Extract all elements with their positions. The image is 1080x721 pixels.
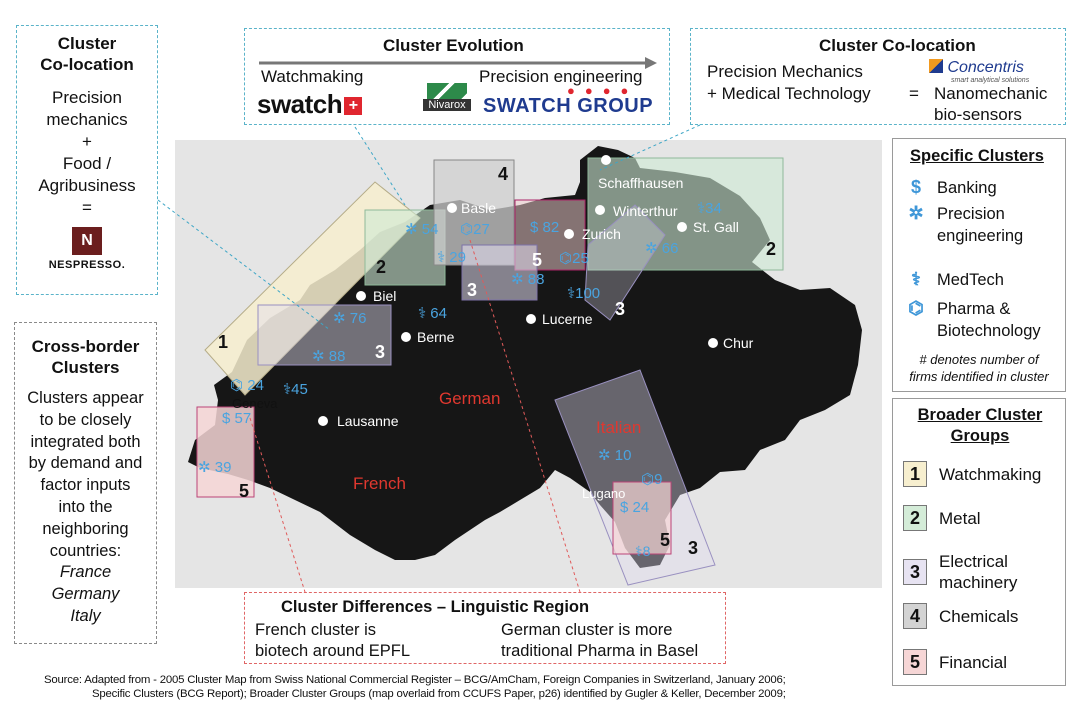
gear-icon: ✲	[908, 203, 924, 223]
colocation-right-line1: Precision Mechanics	[707, 62, 863, 81]
concentris-logo: Concentris smart analytical solutions	[929, 59, 1029, 84]
medtech-icon: ⚕	[911, 269, 921, 289]
colocation-right-result2: bio-sensors	[934, 105, 1022, 124]
map-cluster-number: 5	[660, 530, 671, 550]
map-count-precision: ✲ 66	[645, 240, 679, 257]
legend-swatch: 3	[903, 559, 927, 585]
colocation-right-title: Cluster Co-location	[819, 36, 976, 55]
city-label-stgall: St. Gall	[693, 219, 739, 235]
map-count-banking: $ 82	[530, 219, 560, 236]
city-dot-biel	[356, 291, 366, 301]
differences-title: Cluster Differences – Linguistic Region	[281, 598, 590, 616]
legend-item-financial: 5 Financial	[903, 649, 1007, 675]
pharma-icon: ⌬	[908, 298, 924, 318]
city-dot-lausanne	[318, 416, 328, 426]
colocation-left-panel	[16, 25, 158, 295]
city-dot-chur	[708, 338, 718, 348]
map-cluster-number: 3	[467, 280, 478, 300]
differences-right-1: German cluster is more	[501, 621, 673, 639]
map-count-medtech: ⚕45	[283, 381, 308, 398]
specific-item-banking: $ Banking	[903, 177, 997, 199]
nivarox-mark-icon	[427, 83, 467, 99]
map-cluster-number: 2	[376, 257, 387, 277]
evolution-left-label: Watchmaking	[261, 67, 364, 86]
crossborder-countries: France Germany Italy	[51, 563, 120, 625]
differences-left-2: biotech around EPFL	[255, 642, 411, 660]
colocation-right-result1: Nanomechanic	[934, 84, 1048, 103]
city-label-lucerne: Lucerne	[542, 311, 593, 327]
swatch-group-logo: SWATCH GROUP	[483, 95, 654, 117]
legend-item-chemicals: 4 Chemicals	[903, 603, 1018, 629]
map-cluster-number: 3	[615, 299, 626, 319]
broader-groups-title: Broader Cluster Groups	[917, 406, 1043, 445]
map-cluster-number: 4	[498, 164, 509, 184]
map-count-medtech: ⚕100	[567, 285, 601, 302]
map-count-medtech: ⚕ 29	[437, 249, 466, 266]
city-label-berne: Berne	[417, 329, 455, 345]
specific-item-medtech: ⚕ MedTech	[903, 269, 1004, 291]
city-label-zurich: Zurich	[582, 226, 621, 242]
map-count-pharma: ⌬25	[559, 250, 589, 267]
colocation-left-body: Precision mechanics + Food / Agribusiness =	[38, 88, 136, 217]
legend-swatch: 5	[903, 649, 927, 675]
city-dot-zurich	[564, 229, 574, 239]
city-dot-lucerne	[526, 314, 536, 324]
legend-item-metal: 2 Metal	[903, 505, 981, 531]
colocation-left-title: Cluster Co-location	[40, 34, 134, 74]
legend-item-watchmaking: 1 Watchmaking	[903, 461, 1041, 487]
map-count-precision: ✲ 39	[198, 459, 232, 476]
nespresso-brand: NESPRESSO.	[48, 259, 126, 271]
legend-swatch: 2	[903, 505, 927, 531]
map-cluster-number: 1	[218, 332, 229, 352]
map-count-banking: $ 57	[222, 410, 252, 427]
map-cluster-number: 5	[239, 481, 250, 501]
map-count-precision: ✲ 10	[598, 447, 632, 464]
map-count-banking: $ 24	[620, 499, 650, 516]
region-label-french: French	[353, 474, 406, 493]
broader-groups-panel	[892, 398, 1066, 686]
city-dot-winterthur	[595, 205, 605, 215]
source-line-2: Specific Clusters (BCG Report); Broader Cluster Groups (map overlaid from CCUFS Paper, p26) identified by Gugler & Keller, December 2009;	[92, 688, 786, 700]
crossborder-title: Cross-border Clusters	[31, 337, 140, 377]
banking-icon: $	[910, 177, 921, 197]
city-label-geneva: Geneva	[232, 396, 278, 411]
colocation-right-equals: =	[909, 84, 919, 103]
map-cluster-number: 5	[532, 250, 543, 270]
map-cluster-number: 2	[766, 239, 777, 259]
evolution-right-label: Precision engineering	[479, 67, 643, 86]
region-label-german: German	[439, 389, 501, 408]
city-label-lugano: Lugano	[582, 486, 626, 501]
legend-swatch: 1	[903, 461, 927, 487]
map-count-precision: ✲ 88	[511, 271, 545, 288]
map-count-pharma: ⌬ 24	[230, 377, 264, 394]
map-count-medtech: ⚕8	[635, 543, 651, 559]
city-label-schaffhausen: Schaffhausen	[598, 175, 684, 191]
specific-note: # denotes number of firms identified in cluster	[909, 352, 1049, 384]
differences-right-2: traditional Pharma in Basel	[501, 642, 699, 660]
evolution-title: Cluster Evolution	[383, 36, 524, 55]
concentris-mark-icon	[929, 59, 943, 73]
city-dot-stgall	[677, 222, 687, 232]
region-label-italian: Italian	[596, 418, 642, 437]
specific-clusters-title: Specific Clusters	[910, 147, 1044, 165]
differences-left-1: French cluster is	[255, 621, 377, 639]
evolution-panel	[244, 28, 670, 125]
map-count-precision: ✲ 76	[333, 310, 367, 327]
city-dot-basle	[447, 203, 457, 213]
city-dot-schaffhausen	[601, 155, 611, 165]
map-count-medtech: ⚕ 64	[418, 305, 447, 322]
map-count-pharma: ⌬27	[460, 221, 490, 238]
city-label-lausanne: Lausanne	[337, 413, 399, 429]
map-count-precision: ✲ 54	[405, 221, 439, 238]
map-cluster-number: 3	[375, 342, 386, 362]
map-cluster-number	[599, 475, 600, 476]
nivarox-logo: Nivarox	[423, 83, 471, 111]
swatch-group-dots-icon: ●●●●	[567, 83, 639, 98]
city-label-basle: Basle	[461, 200, 497, 216]
colocation-right-line2: + Medical Technology	[707, 84, 871, 103]
swiss-cross-icon: +	[344, 97, 362, 115]
map-count-precision: ✲ 88	[312, 348, 346, 365]
swatch-logo: swatch +	[257, 89, 362, 120]
city-dot-berne	[401, 332, 411, 342]
city-label-biel: Biel	[373, 288, 397, 304]
crossborder-panel	[14, 322, 157, 644]
map-cluster-number: 3	[688, 538, 699, 558]
differences-panel	[244, 592, 726, 664]
city-label-chur: Chur	[723, 335, 754, 351]
source-line-1: Source: Adapted from - 2005 Cluster Map from Swiss National Commercial Register – BCG/AmCham, Foreign Companies in Switzerland, January 2006;	[44, 674, 786, 686]
map-count-pharma: ⌬9	[641, 471, 663, 488]
specific-item-pharma: ⌬ Pharma & Biotechnology	[903, 298, 1041, 342]
legend-swatch: 4	[903, 603, 927, 629]
crossborder-body: Clusters appear to be closely integrated both by demand and factor inputs into the neighboring countries:	[27, 389, 144, 560]
nespresso-logo-icon: N	[72, 227, 102, 255]
colocation-right-panel	[690, 28, 1066, 125]
legend-item-electrical: 3 Electrical machinery	[903, 551, 1017, 593]
specific-clusters-panel	[892, 138, 1066, 392]
map-count-medtech: ⚕34	[697, 200, 722, 217]
city-label-winterthur: Winterthur	[613, 203, 678, 219]
specific-item-precision: ✲ Precision engineering	[903, 203, 1023, 247]
